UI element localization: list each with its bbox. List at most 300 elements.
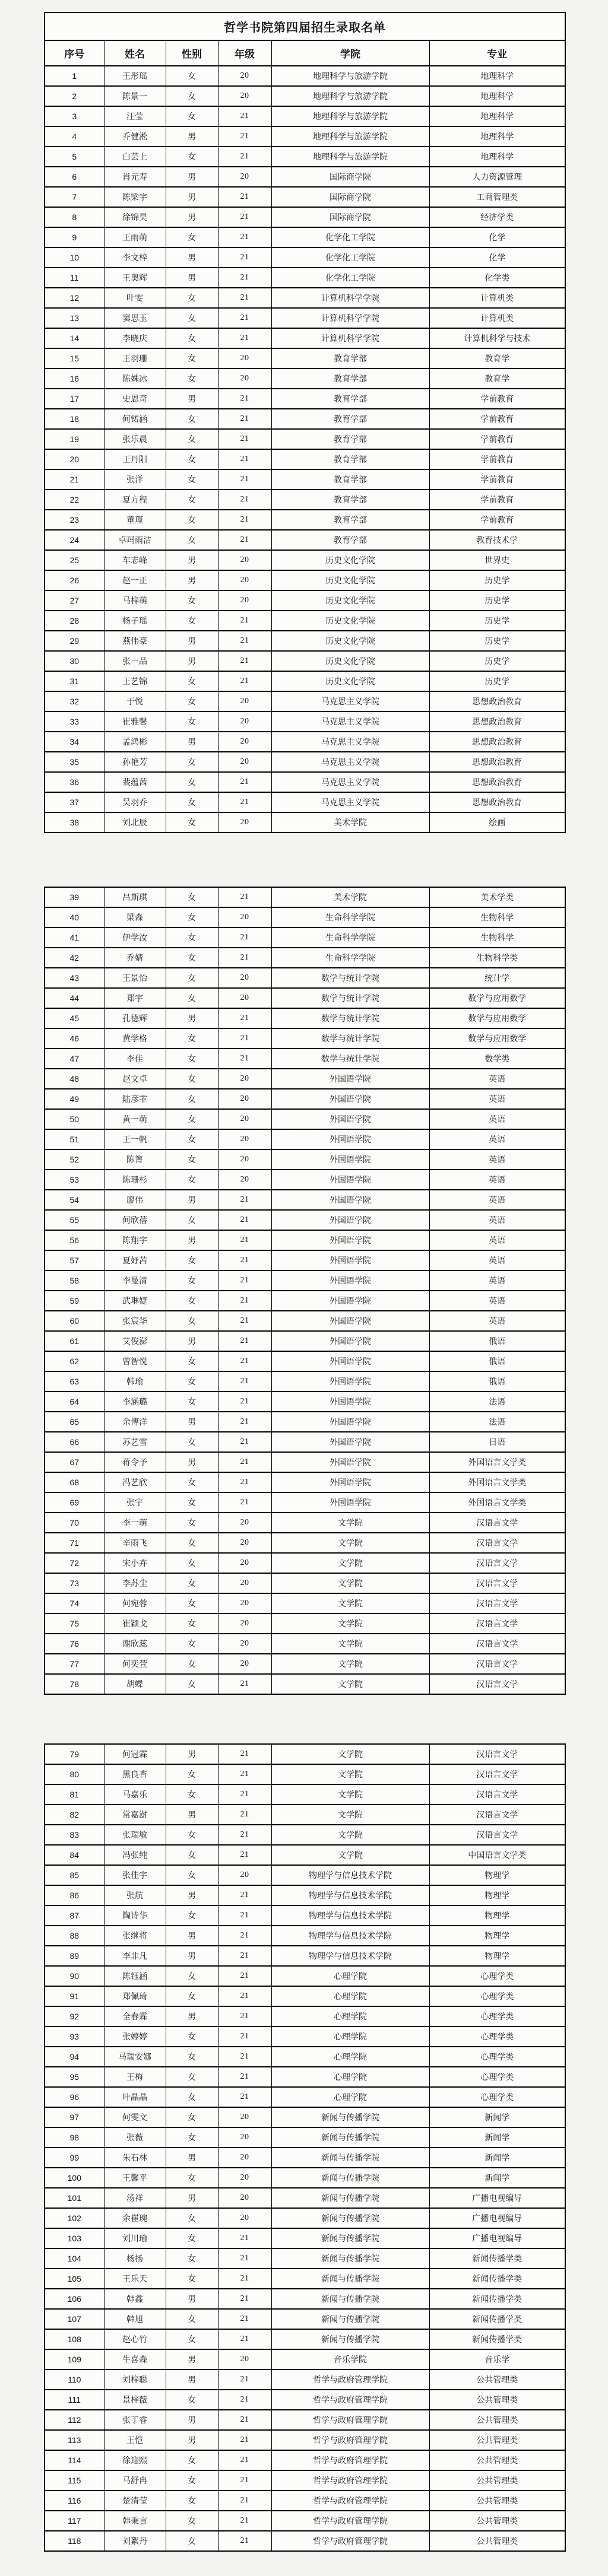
table-row xyxy=(45,1966,565,1986)
cell-name: 王雨萌 xyxy=(104,227,166,247)
cell-name: 刘梓聪 xyxy=(104,2369,166,2390)
cell-name: 武琳婕 xyxy=(104,1291,166,1311)
cell-no: 70 xyxy=(45,1513,104,1533)
cell-college: 新闻与传播学院 xyxy=(271,2127,429,2148)
cell-gender: 男 xyxy=(166,1008,218,1028)
cell-major: 地理科学 xyxy=(429,147,565,167)
cell-name: 黄学格 xyxy=(104,1028,166,1049)
cell-grade: 21 xyxy=(218,1885,271,1905)
table-row xyxy=(45,2511,565,2531)
cell-college: 历史文化学院 xyxy=(271,671,429,691)
cell-gender: 男 xyxy=(166,2006,218,2027)
cell-gender: 男 xyxy=(166,570,218,590)
cell-grade: 20 xyxy=(218,570,271,590)
cell-gender: 女 xyxy=(166,1432,218,1452)
table-row xyxy=(45,288,565,308)
cell-major: 物理学 xyxy=(429,1946,565,1966)
cell-gender: 女 xyxy=(166,469,218,490)
cell-no: 83 xyxy=(45,1825,104,1845)
cell-no: 17 xyxy=(45,389,104,409)
cell-college: 外国语学院 xyxy=(271,1412,429,1432)
cell-grade: 21 xyxy=(218,2248,271,2269)
table-row xyxy=(45,1149,565,1170)
cell-grade: 21 xyxy=(218,469,271,490)
cell-college: 教育学部 xyxy=(271,348,429,369)
cell-major: 汉语言文学 xyxy=(429,1825,565,1845)
cell-gender: 女 xyxy=(166,86,218,106)
cell-college: 物理学与信息技术学院 xyxy=(271,1905,429,1926)
cell-no: 34 xyxy=(45,732,104,752)
cell-grade: 20 xyxy=(218,1109,271,1129)
cell-grade: 21 xyxy=(218,288,271,308)
cell-grade: 21 xyxy=(218,2390,271,2410)
cell-name: 白芸上 xyxy=(104,147,166,167)
cell-college: 外国语学院 xyxy=(271,1311,429,1331)
cell-no: 105 xyxy=(45,2269,104,2289)
cell-gender: 女 xyxy=(166,792,218,812)
table-row xyxy=(45,1371,565,1392)
cell-major: 英语 xyxy=(429,1190,565,1210)
cell-college: 生命科学学院 xyxy=(271,948,429,968)
cell-college: 地理科学与旅游学院 xyxy=(271,126,429,147)
cell-no: 8 xyxy=(45,207,104,227)
cell-grade: 21 xyxy=(218,1472,271,1492)
cell-grade: 20 xyxy=(218,167,271,187)
cell-no: 55 xyxy=(45,1210,104,1230)
cell-name: 张继将 xyxy=(104,1926,166,1946)
table-row xyxy=(45,948,565,968)
cell-grade: 21 xyxy=(218,2289,271,2309)
cell-college: 马克思主义学院 xyxy=(271,792,429,812)
cell-grade: 21 xyxy=(218,308,271,328)
cell-name: 张宇 xyxy=(104,1492,166,1513)
cell-no: 27 xyxy=(45,590,104,611)
column-header-gender: 性别 xyxy=(166,40,218,66)
table-row xyxy=(45,2067,565,2087)
table-row xyxy=(45,1905,565,1926)
cell-major: 心理学类 xyxy=(429,1966,565,1986)
cell-major: 公共管理类 xyxy=(429,2390,565,2410)
cell-major: 新闻传播学类 xyxy=(429,2248,565,2269)
cell-no: 35 xyxy=(45,752,104,772)
cell-no: 115 xyxy=(45,2470,104,2491)
table-row xyxy=(45,268,565,288)
cell-college: 外国语学院 xyxy=(271,1069,429,1089)
table-row xyxy=(45,1492,565,1513)
cell-grade: 21 xyxy=(218,247,271,268)
cell-college: 新闻与传播学院 xyxy=(271,2208,429,2228)
cell-college: 外国语学院 xyxy=(271,1351,429,1371)
table-row xyxy=(45,469,565,490)
cell-no: 80 xyxy=(45,1764,104,1784)
cell-grade: 20 xyxy=(218,691,271,712)
cell-gender: 女 xyxy=(166,1270,218,1291)
cell-major: 历史学 xyxy=(429,570,565,590)
cell-no: 25 xyxy=(45,550,104,570)
cell-grade: 21 xyxy=(218,227,271,247)
cell-gender: 女 xyxy=(166,409,218,429)
cell-college: 数学与统计学院 xyxy=(271,1008,429,1028)
cell-college: 国际商学院 xyxy=(271,187,429,207)
cell-name: 楚清莹 xyxy=(104,2491,166,2511)
cell-college: 外国语学院 xyxy=(271,1190,429,1210)
cell-no: 11 xyxy=(45,268,104,288)
cell-name: 夏妤茜 xyxy=(104,1250,166,1270)
cell-college: 教育学部 xyxy=(271,469,429,490)
cell-gender: 男 xyxy=(166,187,218,207)
cell-grade: 21 xyxy=(218,1190,271,1210)
cell-gender: 女 xyxy=(166,1986,218,2006)
cell-major: 数学类 xyxy=(429,1049,565,1069)
table-row xyxy=(45,792,565,812)
cell-college: 马克思主义学院 xyxy=(271,712,429,732)
cell-grade: 21 xyxy=(218,126,271,147)
cell-major: 汉语言文学 xyxy=(429,1613,565,1634)
table-row xyxy=(45,1553,565,1573)
cell-gender: 女 xyxy=(166,66,218,86)
cell-gender: 男 xyxy=(166,126,218,147)
table-row xyxy=(45,1513,565,1533)
cell-grade: 21 xyxy=(218,2430,271,2450)
cell-major: 中国语言文学类 xyxy=(429,1845,565,1865)
cell-name: 王一帆 xyxy=(104,1129,166,1149)
cell-no: 109 xyxy=(45,2349,104,2369)
cell-name: 徐迎熙 xyxy=(104,2450,166,2470)
cell-name: 郑佩琦 xyxy=(104,1986,166,2006)
cell-grade: 20 xyxy=(218,66,271,86)
table-row xyxy=(45,429,565,449)
cell-major: 外国语言文学类 xyxy=(429,1452,565,1472)
cell-gender: 女 xyxy=(166,2168,218,2188)
cell-no: 31 xyxy=(45,671,104,691)
cell-college: 地理科学与旅游学院 xyxy=(271,86,429,106)
cell-gender: 女 xyxy=(166,2390,218,2410)
table-row xyxy=(45,449,565,469)
cell-grade: 21 xyxy=(218,2531,271,2551)
cell-no: 2 xyxy=(45,86,104,106)
cell-major: 汉语言文学 xyxy=(429,1805,565,1825)
cell-gender: 女 xyxy=(166,2228,218,2248)
cell-name: 余崔琬 xyxy=(104,2208,166,2228)
cell-gender: 女 xyxy=(166,1573,218,1593)
cell-college: 历史文化学院 xyxy=(271,590,429,611)
cell-no: 19 xyxy=(45,429,104,449)
cell-college: 教育学部 xyxy=(271,369,429,389)
cell-grade: 21 xyxy=(218,2087,271,2107)
table-row xyxy=(45,1764,565,1784)
table-row xyxy=(45,550,565,570)
cell-gender: 女 xyxy=(166,611,218,631)
cell-no: 64 xyxy=(45,1392,104,1412)
cell-gender: 男 xyxy=(166,2188,218,2208)
cell-grade: 21 xyxy=(218,2309,271,2329)
cell-grade: 21 xyxy=(218,1845,271,1865)
cell-college: 文学院 xyxy=(271,1593,429,1613)
cell-gender: 男 xyxy=(166,167,218,187)
cell-gender: 女 xyxy=(166,2309,218,2329)
cell-major: 化学 xyxy=(429,247,565,268)
cell-no: 43 xyxy=(45,968,104,988)
cell-major: 计算机类 xyxy=(429,308,565,328)
cell-gender: 女 xyxy=(166,1028,218,1049)
cell-name: 陈景一 xyxy=(104,86,166,106)
cell-college: 新闻与传播学院 xyxy=(271,2309,429,2329)
cell-grade: 21 xyxy=(218,187,271,207)
table-row xyxy=(45,66,565,86)
cell-name: 王羽珊 xyxy=(104,348,166,369)
cell-college: 外国语学院 xyxy=(271,1432,429,1452)
cell-gender: 男 xyxy=(166,1805,218,1825)
cell-no: 53 xyxy=(45,1170,104,1190)
cell-no: 112 xyxy=(45,2410,104,2430)
table-row xyxy=(45,887,565,907)
table-row xyxy=(45,2107,565,2127)
cell-college: 文学院 xyxy=(271,1533,429,1553)
cell-grade: 21 xyxy=(218,1674,271,1694)
cell-college: 外国语学院 xyxy=(271,1392,429,1412)
cell-college: 地理科学与旅游学院 xyxy=(271,147,429,167)
cell-major: 学前教育 xyxy=(429,409,565,429)
table-row xyxy=(45,2047,565,2067)
cell-major: 历史学 xyxy=(429,590,565,611)
cell-no: 106 xyxy=(45,2289,104,2309)
cell-no: 36 xyxy=(45,772,104,792)
cell-gender: 女 xyxy=(166,1784,218,1805)
cell-major: 化学 xyxy=(429,227,565,247)
cell-grade: 21 xyxy=(218,671,271,691)
table-row xyxy=(45,1472,565,1492)
cell-major: 广播电视编导 xyxy=(429,2188,565,2208)
cell-name: 燕伟豪 xyxy=(104,631,166,651)
table-row xyxy=(45,1270,565,1291)
cell-name: 刘北辰 xyxy=(104,812,166,833)
cell-gender: 女 xyxy=(166,1129,218,1149)
table-row xyxy=(45,389,565,409)
cell-grade: 21 xyxy=(218,1270,271,1291)
cell-major: 地理科学 xyxy=(429,126,565,147)
cell-grade: 20 xyxy=(218,1573,271,1593)
table-row xyxy=(45,988,565,1008)
cell-major: 经济学类 xyxy=(429,207,565,227)
cell-college: 历史文化学院 xyxy=(271,631,429,651)
cell-no: 52 xyxy=(45,1149,104,1170)
table-row xyxy=(45,651,565,671)
table-row xyxy=(45,2390,565,2410)
table-row xyxy=(45,1331,565,1351)
cell-name: 孙艳芳 xyxy=(104,752,166,772)
cell-no: 59 xyxy=(45,1291,104,1311)
cell-name: 朱石林 xyxy=(104,2148,166,2168)
cell-name: 孟鸿彬 xyxy=(104,732,166,752)
cell-college: 物理学与信息技术学院 xyxy=(271,1865,429,1885)
cell-no: 30 xyxy=(45,651,104,671)
cell-name: 王梅 xyxy=(104,2067,166,2087)
cell-grade: 20 xyxy=(218,2188,271,2208)
cell-major: 教育学 xyxy=(429,369,565,389)
cell-gender: 男 xyxy=(166,247,218,268)
table-row xyxy=(45,1744,565,1764)
cell-college: 哲学与政府管理学院 xyxy=(271,2511,429,2531)
table-row xyxy=(45,1432,565,1452)
cell-gender: 女 xyxy=(166,752,218,772)
cell-name: 张一品 xyxy=(104,651,166,671)
table-row xyxy=(45,207,565,227)
cell-no: 66 xyxy=(45,1432,104,1452)
cell-no: 110 xyxy=(45,2369,104,2390)
cell-name: 窦思玉 xyxy=(104,308,166,328)
cell-name: 廖伟 xyxy=(104,1190,166,1210)
cell-name: 王恺 xyxy=(104,2430,166,2450)
cell-grade: 20 xyxy=(218,968,271,988)
cell-gender: 女 xyxy=(166,2087,218,2107)
cell-name: 陈钰涵 xyxy=(104,1966,166,1986)
cell-name: 崔雅馨 xyxy=(104,712,166,732)
cell-major: 公共管理类 xyxy=(429,2410,565,2430)
cell-name: 何冠霖 xyxy=(104,1744,166,1764)
cell-major: 心理学类 xyxy=(429,2027,565,2047)
cell-college: 历史文化学院 xyxy=(271,570,429,590)
cell-no: 56 xyxy=(45,1230,104,1250)
cell-gender: 女 xyxy=(166,1351,218,1371)
cell-name: 谢欣蕊 xyxy=(104,1634,166,1654)
cell-major: 学前教育 xyxy=(429,490,565,510)
cell-no: 67 xyxy=(45,1452,104,1472)
cell-gender: 男 xyxy=(166,2148,218,2168)
table-row xyxy=(45,1089,565,1109)
table-row xyxy=(45,2491,565,2511)
cell-grade: 21 xyxy=(218,611,271,631)
cell-grade: 21 xyxy=(218,1049,271,1069)
cell-major: 汉语言文学 xyxy=(429,1764,565,1784)
cell-no: 14 xyxy=(45,328,104,348)
cell-grade: 20 xyxy=(218,1865,271,1885)
cell-gender: 男 xyxy=(166,732,218,752)
cell-gender: 女 xyxy=(166,2027,218,2047)
cell-grade: 21 xyxy=(218,1210,271,1230)
cell-college: 物理学与信息技术学院 xyxy=(271,1885,429,1905)
table-row xyxy=(45,1926,565,1946)
cell-grade: 21 xyxy=(218,1432,271,1452)
cell-no: 108 xyxy=(45,2329,104,2349)
cell-gender: 女 xyxy=(166,2470,218,2491)
cell-name: 杨子瑶 xyxy=(104,611,166,631)
column-header-college: 学院 xyxy=(271,40,429,66)
table-row xyxy=(45,1230,565,1250)
table-row xyxy=(45,2349,565,2369)
table-row xyxy=(45,2289,565,2309)
cell-grade: 21 xyxy=(218,1250,271,1270)
table-row xyxy=(45,2269,565,2289)
cell-college: 美术学院 xyxy=(271,887,429,907)
cell-name: 宋小卉 xyxy=(104,1553,166,1573)
cell-college: 历史文化学院 xyxy=(271,611,429,631)
cell-no: 9 xyxy=(45,227,104,247)
cell-name: 王景怡 xyxy=(104,968,166,988)
cell-grade: 20 xyxy=(218,1634,271,1654)
cell-major: 物理学 xyxy=(429,1885,565,1905)
cell-name: 何奕萱 xyxy=(104,1654,166,1674)
cell-no: 79 xyxy=(45,1744,104,1764)
cell-name: 肖元寿 xyxy=(104,167,166,187)
cell-gender: 女 xyxy=(166,1613,218,1634)
cell-college: 新闻与传播学院 xyxy=(271,2289,429,2309)
table-row xyxy=(45,570,565,590)
cell-gender: 女 xyxy=(166,2491,218,2511)
cell-college: 美术学院 xyxy=(271,812,429,833)
cell-major: 新闻传播学类 xyxy=(429,2269,565,2289)
cell-no: 33 xyxy=(45,712,104,732)
cell-grade: 20 xyxy=(218,590,271,611)
table-row xyxy=(45,2228,565,2248)
cell-gender: 女 xyxy=(166,812,218,833)
cell-no: 61 xyxy=(45,1331,104,1351)
cell-gender: 女 xyxy=(166,1291,218,1311)
table-row xyxy=(45,2168,565,2188)
cell-major: 汉语言文学 xyxy=(429,1553,565,1573)
cell-name: 马梓萌 xyxy=(104,590,166,611)
cell-college: 心理学院 xyxy=(271,2087,429,2107)
cell-gender: 男 xyxy=(166,2289,218,2309)
cell-college: 外国语学院 xyxy=(271,1371,429,1392)
table-row xyxy=(45,2309,565,2329)
cell-major: 汉语言文学 xyxy=(429,1573,565,1593)
cell-college: 文学院 xyxy=(271,1674,429,1694)
cell-gender: 女 xyxy=(166,1311,218,1331)
cell-college: 化学化工学院 xyxy=(271,227,429,247)
cell-grade: 20 xyxy=(218,1149,271,1170)
cell-no: 47 xyxy=(45,1049,104,1069)
table-row xyxy=(45,691,565,712)
cell-name: 张航 xyxy=(104,1885,166,1905)
cell-name: 赵文卓 xyxy=(104,1069,166,1089)
cell-major: 心理学类 xyxy=(429,2006,565,2027)
cell-no: 15 xyxy=(45,348,104,369)
cell-name: 韩鑫 xyxy=(104,2289,166,2309)
cell-name: 张洋 xyxy=(104,469,166,490)
cell-grade: 21 xyxy=(218,1825,271,1845)
cell-major: 思想政治教育 xyxy=(429,772,565,792)
table-row xyxy=(45,1412,565,1432)
cell-gender: 女 xyxy=(166,2127,218,2148)
cell-gender: 女 xyxy=(166,712,218,732)
cell-college: 数学与统计学院 xyxy=(271,1049,429,1069)
cell-college: 教育学部 xyxy=(271,449,429,469)
cell-name: 李文梓 xyxy=(104,247,166,268)
cell-name: 胡蝶 xyxy=(104,1674,166,1694)
table-row xyxy=(45,2208,565,2228)
cell-major: 汉语言文学 xyxy=(429,1634,565,1654)
cell-no: 62 xyxy=(45,1351,104,1371)
cell-grade: 21 xyxy=(218,651,271,671)
cell-gender: 女 xyxy=(166,1472,218,1492)
cell-major: 化学类 xyxy=(429,268,565,288)
cell-major: 心理学类 xyxy=(429,1986,565,2006)
cell-college: 哲学与政府管理学院 xyxy=(271,2470,429,2491)
cell-name: 何欣蓓 xyxy=(104,1210,166,1230)
cell-gender: 女 xyxy=(166,1170,218,1190)
table-row xyxy=(45,2148,565,2168)
cell-grade: 21 xyxy=(218,1452,271,1472)
table-row xyxy=(45,2248,565,2269)
cell-college: 地理科学与旅游学院 xyxy=(271,106,429,126)
cell-gender: 男 xyxy=(166,550,218,570)
table-row xyxy=(45,1210,565,1230)
table-row xyxy=(45,187,565,207)
cell-no: 86 xyxy=(45,1885,104,1905)
cell-major: 学前教育 xyxy=(429,469,565,490)
cell-name: 史恩奇 xyxy=(104,389,166,409)
cell-grade: 20 xyxy=(218,1089,271,1109)
